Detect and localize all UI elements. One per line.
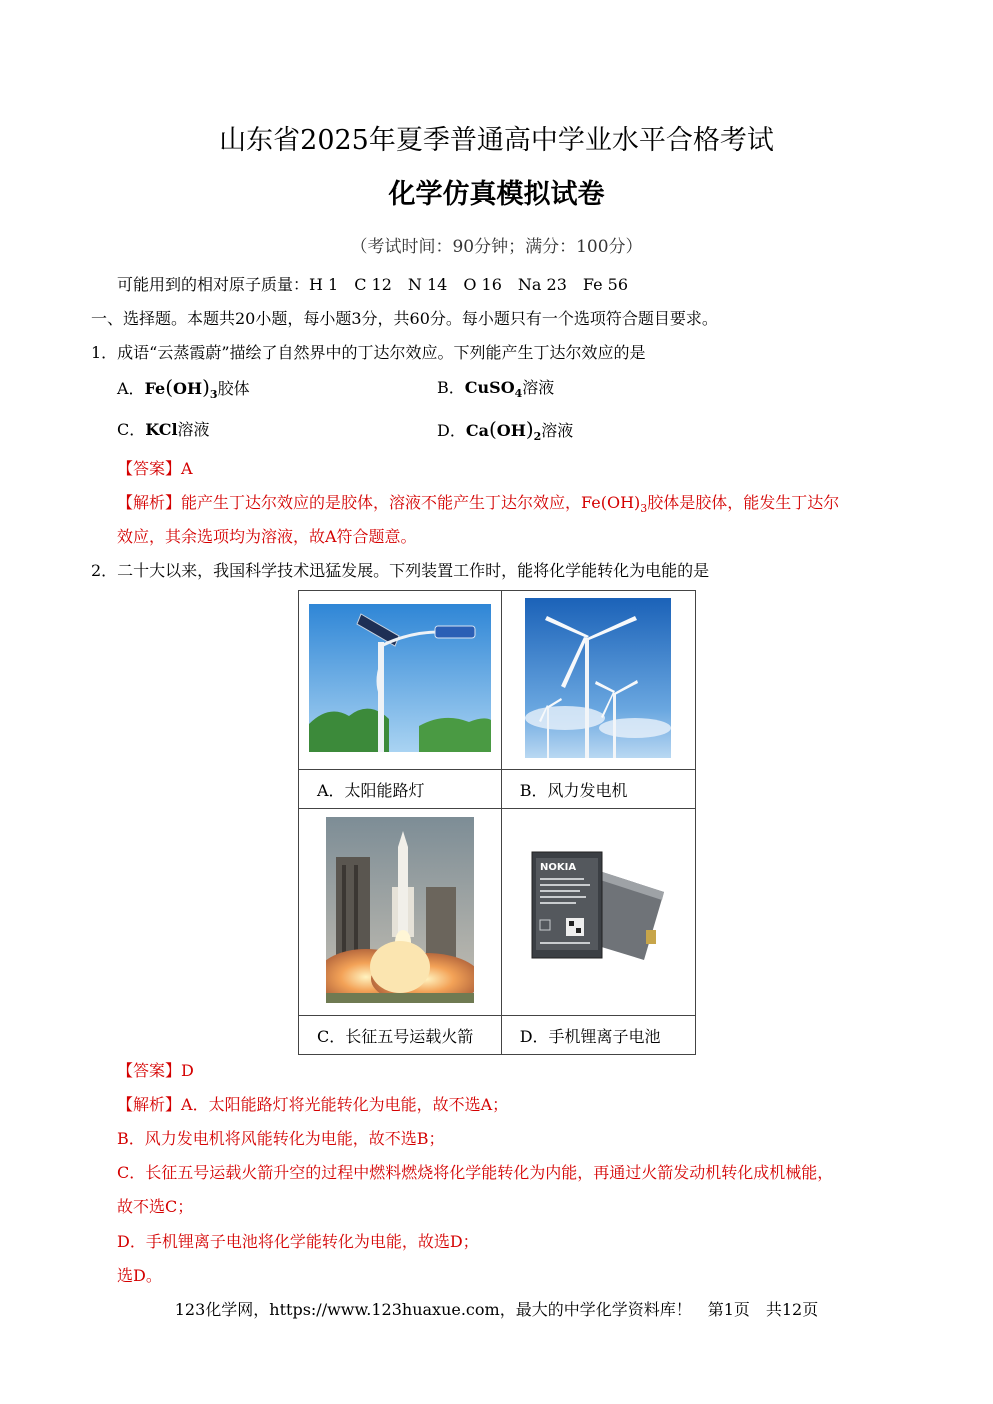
option-b-text: 溶液 — [522, 378, 555, 397]
q1-option-d — [437, 417, 573, 443]
option-a-label: A． — [117, 379, 145, 398]
device-figure-table — [298, 590, 696, 1055]
battery-brand-text: NOKIA — [540, 862, 577, 873]
rocket-cell — [299, 809, 502, 1016]
atomic-masses: 可能用到的相对原子质量：H 1 C 12 N 14 O 16 Na 23 Fe 56 — [117, 275, 629, 294]
lithium-battery-image — [528, 848, 668, 972]
q2-analysis-b: B．风力发电机将风能转化为电能，故不选B； — [117, 1129, 445, 1148]
q1-answer: 【答案】A — [117, 459, 193, 478]
q1-option-a — [117, 375, 250, 401]
q1-option-b — [437, 375, 554, 400]
q1-analysis-line-1: 【解析】能产生丁达尔效应的是胶体，溶液不能产生丁达尔效应，$Fe(OH)_3$胶体是胶体，能发生丁达尔 — [117, 493, 840, 516]
option-a-text: 胶体 — [217, 379, 250, 398]
q2-analysis-d: D．手机锂离子电池将化学能转化为电能，故选D； — [117, 1232, 479, 1251]
wind-turbine-image — [525, 598, 671, 758]
formula-kcl: KCl — [145, 420, 178, 439]
question-1-stem: 1．成语“云蒸霞蔚”描绘了自然界中的丁达尔效应。下列能产生丁达尔效应的是 — [91, 343, 646, 362]
option-d-label: D． — [437, 421, 466, 440]
exam-title: 山东省2025年夏季普通高中学业水平合格考试 — [219, 125, 774, 156]
formula-fe-oh-3: $Fe(OH)_3$ — [144, 375, 218, 402]
rocket-launch-image — [326, 817, 474, 1003]
paper-title: 化学仿真模拟试卷 — [388, 179, 605, 210]
option-d-text: 溶液 — [541, 421, 574, 440]
q2-analysis-end: 选D。 — [117, 1266, 162, 1285]
q2-answer: 【答案】D — [117, 1061, 194, 1080]
q2-analysis-c-1: C．长征五号运载火箭升空的过程中燃料燃烧将化学能转化为内能，再通过火箭发动机转化成机械能， — [117, 1163, 834, 1182]
q2-analysis-c-2: 故不选C； — [117, 1197, 194, 1216]
q1-analysis-line-2: 效应，其余选项均为溶液，故A符合题意。 — [117, 527, 417, 546]
solar-streetlight-image — [309, 604, 491, 752]
solar-streetlight-cell — [299, 591, 502, 770]
caption-b: B．风力发电机 — [501, 770, 695, 809]
wind-turbine-cell — [501, 591, 695, 770]
question-2-stem: 2．二十大以来，我国科学技术迅猛发展。下列装置工作时，能将化学能转化为电能的是 — [91, 561, 710, 580]
caption-a: A．太阳能路灯 — [299, 770, 502, 809]
exam-info: （考试时间：90分钟；满分：100分） — [350, 237, 643, 257]
formula-ca-oh-2: $Ca(OH)_2$ — [465, 417, 542, 444]
battery-cell — [501, 809, 695, 1016]
q2-analysis-a: 【解析】A．太阳能路灯将光能转化为电能，故不选A； — [117, 1095, 509, 1114]
page-footer: 123化学网，https://www.123huaxue.com，最大的中学化学资料库！ 第1页 共12页 — [174, 1300, 819, 1319]
option-c-label: C． — [117, 420, 146, 439]
caption-c: C．长征五号运载火箭 — [299, 1016, 502, 1055]
option-b-label: B． — [437, 378, 465, 397]
formula-cuso4: CuSO$_4$ — [464, 378, 523, 401]
q1-option-c — [117, 417, 210, 440]
option-c-text: 溶液 — [177, 420, 210, 439]
caption-d: D．手机锂离子电池 — [501, 1016, 695, 1055]
section-heading: 一、选择题。本题共20小题，每小题3分，共60分。每小题只有一个选项符合题目要求。 — [91, 309, 718, 328]
